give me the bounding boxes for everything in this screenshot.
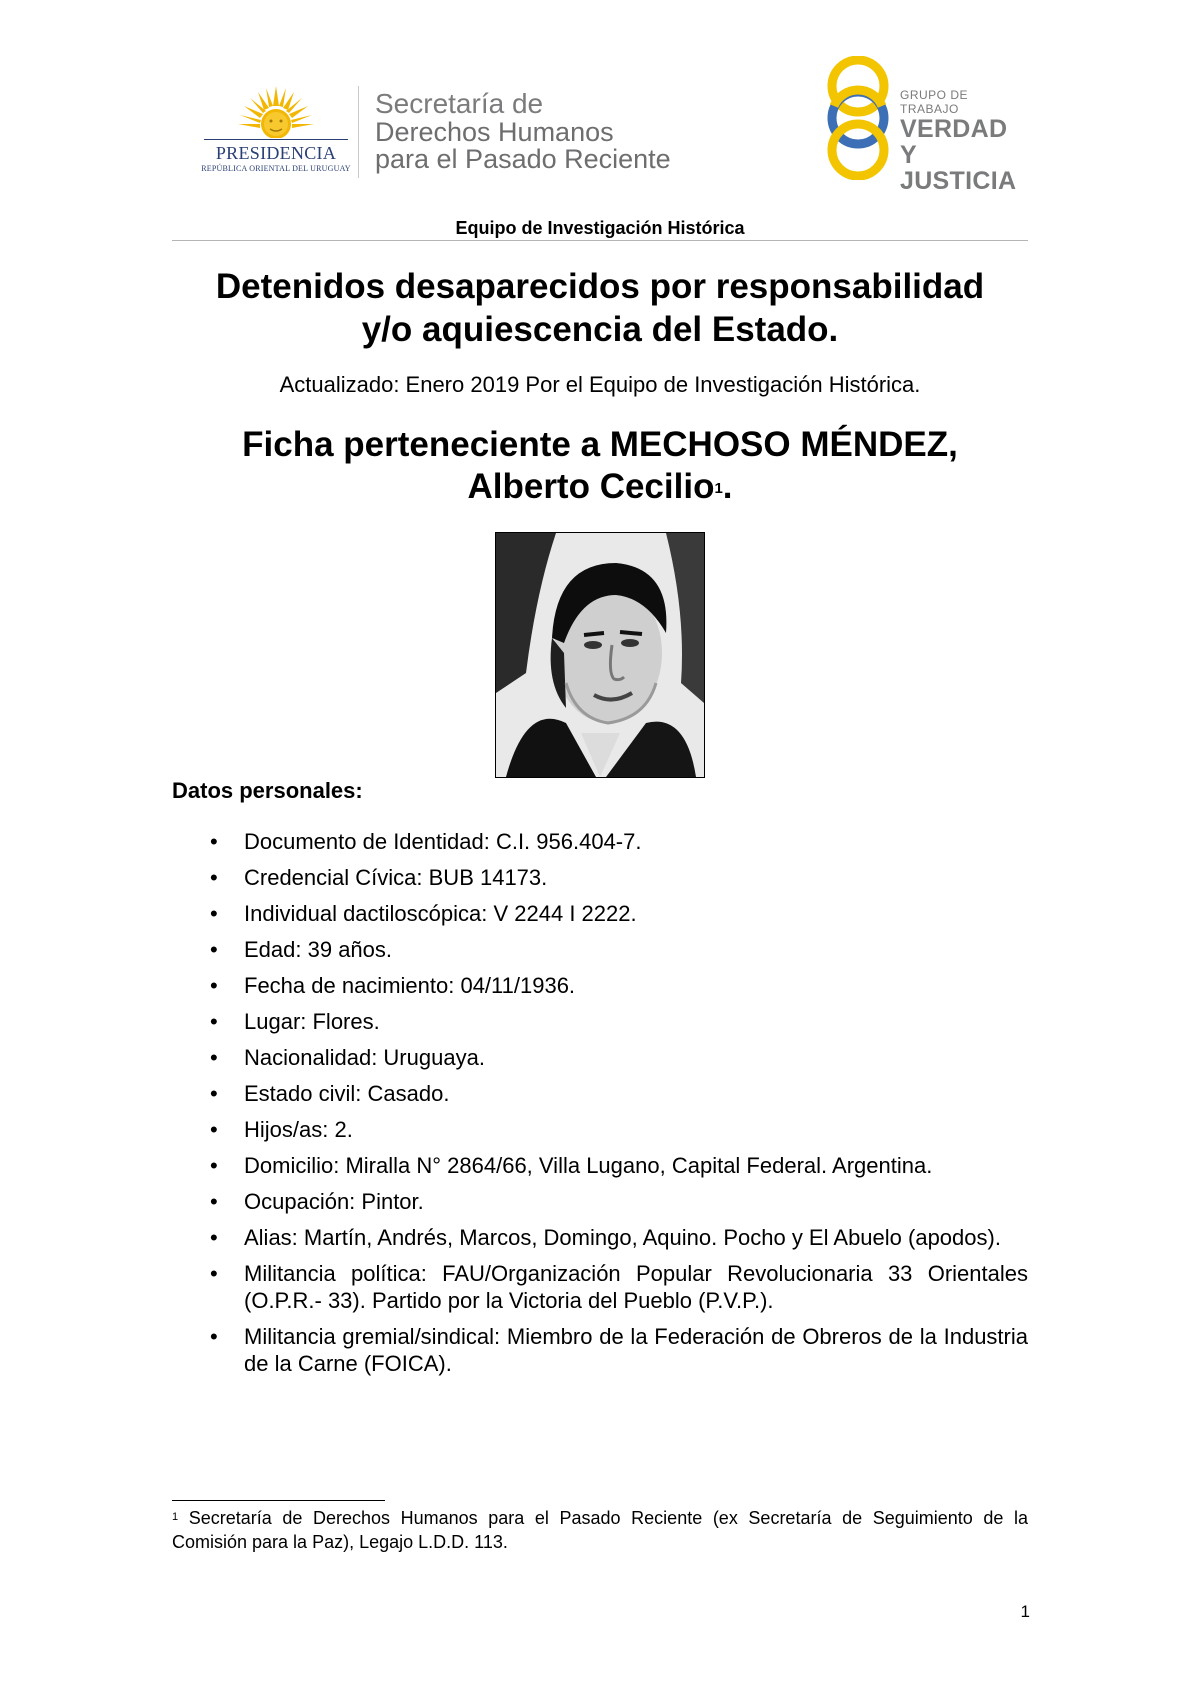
list-item xyxy=(172,1044,1028,1071)
list-item xyxy=(172,1323,1028,1377)
header-rule xyxy=(172,240,1028,241)
list-item-text: Militancia política: FAU/Organización Popular Revolucionaria 33 Orientales (O.P.R.- 33). Partido por la Victoria del Pueblo (P.V.P.). xyxy=(244,1261,1028,1313)
list-item-text: Documento de Identidad: C.I. 956.404-7. xyxy=(244,829,642,854)
list-item xyxy=(172,900,1028,927)
title-line1: Detenidos desaparecidos por responsabilidad xyxy=(215,267,985,306)
ficha-line1: Ficha perteneciente a MECHOSO MÉNDEZ, xyxy=(242,425,958,464)
bullet-icon: • xyxy=(210,937,218,962)
bullet-icon: • xyxy=(210,1324,218,1349)
footnote-rule xyxy=(172,1500,385,1501)
grupo-line2: VERDAD Y xyxy=(900,115,1008,169)
sun-emblem-icon xyxy=(236,84,316,144)
footnote-ref[interactable]: 1 xyxy=(714,480,723,497)
bullet-icon: • xyxy=(210,1261,218,1286)
secretaria-line3: para el Pasado Reciente xyxy=(375,144,671,174)
list-item xyxy=(172,1188,1028,1215)
footnote xyxy=(172,1506,1028,1554)
list-item-text: Hijos/as: 2. xyxy=(244,1117,353,1142)
list-item xyxy=(172,864,1028,891)
portrait-photo xyxy=(495,532,705,778)
bullet-icon: • xyxy=(210,1009,218,1034)
list-item xyxy=(172,1116,1028,1143)
list-item-text: Alias: Martín, Andrés, Marcos, Domingo, Aquino. Pocho y El Abuelo (apodos). xyxy=(244,1225,1001,1250)
page-number: 1 xyxy=(1020,1602,1030,1621)
datos-heading: Datos personales: xyxy=(172,778,363,803)
presidencia-logo xyxy=(198,84,354,176)
title-line2: y/o aquiescencia del Estado. xyxy=(361,310,839,349)
list-item-text: Credencial Cívica: BUB 14173. xyxy=(244,865,548,890)
section-heading: Equipo de Investigación Histórica xyxy=(455,218,745,238)
presidencia-name: PRESIDENCIA xyxy=(215,143,337,163)
presidencia-subtitle: REPÚBLICA ORIENTAL DEL URUGUAY xyxy=(201,164,351,173)
personal-data-list xyxy=(172,828,1028,1386)
bullet-icon: • xyxy=(210,1117,218,1142)
list-item xyxy=(172,1008,1028,1035)
logo-divider xyxy=(358,86,359,178)
list-item xyxy=(172,1260,1028,1314)
ficha-line2 xyxy=(140,466,1060,508)
list-item xyxy=(172,972,1028,999)
list-item-text: Individual dactiloscópica: V 2244 I 2222. xyxy=(244,901,637,926)
bullet-icon: • xyxy=(210,1225,218,1250)
list-item-text: Ocupación: Pintor. xyxy=(244,1189,424,1214)
bullet-icon: • xyxy=(210,829,218,854)
list-item xyxy=(172,1080,1028,1107)
bullet-icon: • xyxy=(210,1189,218,1214)
list-item-text: Fecha de nacimiento: 04/11/1936. xyxy=(244,973,576,998)
bullet-icon: • xyxy=(210,1153,218,1178)
grupo-line1: GRUPO DE TRABAJO xyxy=(900,88,969,116)
verdad-justicia-text xyxy=(900,88,1030,194)
list-item xyxy=(172,1224,1028,1251)
secretaria-line2: Derechos Humanos xyxy=(375,117,614,147)
ficha-end: . xyxy=(722,467,733,506)
grupo-line3: JUSTICIA xyxy=(900,167,1017,195)
bullet-icon: • xyxy=(210,1045,218,1070)
bullet-icon: • xyxy=(210,901,218,926)
updated-line: Actualizado: Enero 2019 Por el Equipo de Investigación Histórica. xyxy=(279,372,921,397)
secretaria-logo-text xyxy=(375,88,671,173)
secretaria-line1: Secretaría de xyxy=(375,88,544,119)
ficha-name: Alberto Cecilio xyxy=(467,467,715,506)
list-item-text: Militancia gremial/sindical: Miembro de la Federación de Obreros de la Industria de la Carne (FOICA). xyxy=(244,1324,1028,1376)
list-item xyxy=(172,1152,1028,1179)
list-item-text: Nacionalidad: Uruguaya. xyxy=(244,1045,485,1070)
bullet-icon: • xyxy=(210,973,218,998)
footnote-number: 1 xyxy=(172,1511,179,1523)
ficha-title xyxy=(140,424,1060,508)
rings-emblem-icon xyxy=(820,56,900,180)
list-item-text: Domicilio: Miralla N° 2864/66, Villa Lugano, Capital Federal. Argentina. xyxy=(244,1153,933,1178)
list-item xyxy=(172,828,1028,855)
list-item-text: Edad: 39 años. xyxy=(244,937,393,962)
list-item-text: Estado civil: Casado. xyxy=(244,1081,450,1106)
bullet-icon: • xyxy=(210,865,218,890)
presidencia-rule xyxy=(204,139,348,140)
list-item-text: Lugar: Flores. xyxy=(244,1009,380,1034)
footnote-text: Secretaría de Derechos Humanos para el Pasado Reciente (ex Secretaría de Seguimiento de la Comisión para la Paz), Legajo L.D.D. 113. xyxy=(172,1508,1028,1552)
list-item xyxy=(172,936,1028,963)
page-title xyxy=(140,265,1060,351)
bullet-icon: • xyxy=(210,1081,218,1106)
verdad-justicia-logo xyxy=(820,56,1030,195)
portrait-image xyxy=(496,533,704,777)
